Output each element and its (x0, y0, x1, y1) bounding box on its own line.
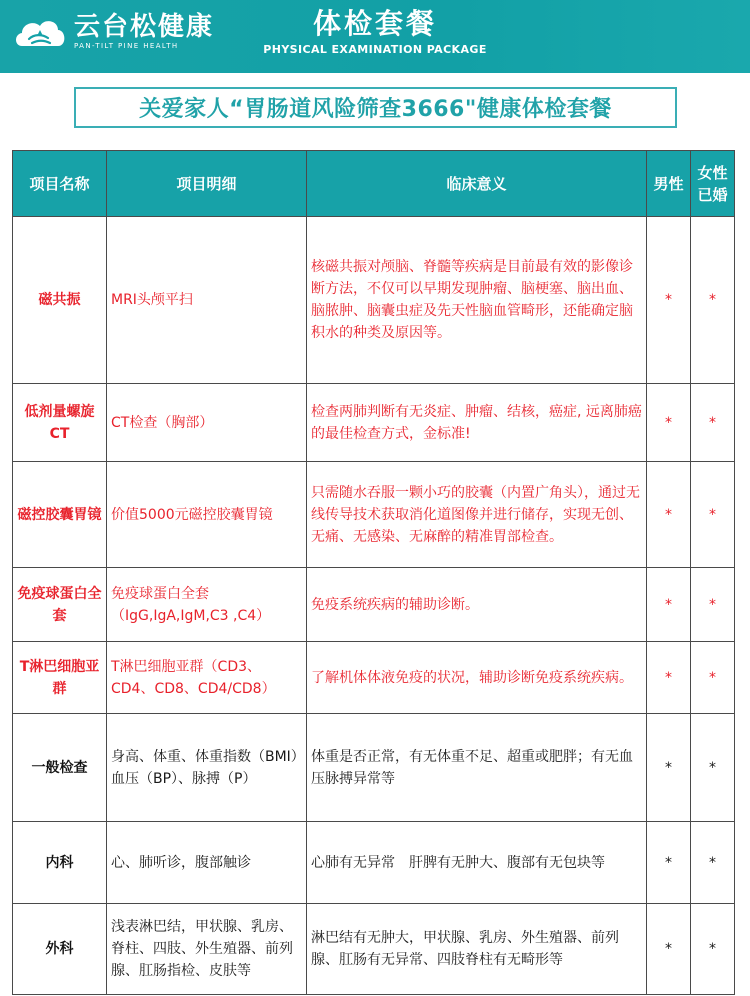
column-header-detail: 项目明细 (107, 151, 307, 217)
table-row (13, 568, 735, 642)
clinical-meaning-cell: 淋巴结有无肿大，甲状腺、乳房、外生殖器、前列腺、肛肠有无异常、四肢脊柱有无畸形等 (307, 904, 647, 995)
clinical-meaning-cell: 核磁共振对颅脑、脊髓等疾病是目前最有效的影像诊断方法，不仅可以早期发现肿瘤、脑梗塞、脑出血、脑脓肿、脑囊虫症及先天性脑血管畸形，还能确定脑积水的种类及原因等。 (307, 217, 647, 384)
table-header-row (13, 151, 735, 217)
female-mark-cell: * (691, 384, 735, 462)
male-mark-cell: * (647, 642, 691, 714)
item-detail-cell: CT检查（胸部） (107, 384, 307, 462)
title-chinese: 体检套餐 (312, 7, 437, 40)
page-header (0, 0, 750, 73)
female-mark-cell: * (691, 462, 735, 568)
table-row (13, 642, 735, 714)
male-mark-cell: * (647, 822, 691, 904)
item-detail-cell: 价值5000元磁控胶囊胃镜 (107, 462, 307, 568)
item-name-cell: 外科 (13, 904, 107, 995)
table-row (13, 217, 735, 384)
column-header-male: 男性 (647, 151, 691, 217)
column-header-female: 女性已婚 (691, 151, 735, 217)
title-english: PHYSICAL EXAMINATION PACKAGE (263, 43, 487, 56)
item-detail-cell: MRI头颅平扫 (107, 217, 307, 384)
male-mark-cell: * (647, 568, 691, 642)
item-name-cell: 免疫球蛋白全套 (13, 568, 107, 642)
clinical-meaning-cell: 了解机体体液免疫的状况，辅助诊断免疫系统疾病。 (307, 642, 647, 714)
male-mark-cell: * (647, 904, 691, 995)
female-mark-cell: * (691, 822, 735, 904)
item-name-cell: 磁共振 (13, 217, 107, 384)
female-mark-cell: * (691, 568, 735, 642)
item-detail-cell: 浅表淋巴结，甲状腺、乳房、脊柱、四肢、外生殖器、前列腺、肛肠指检、皮肤等 (107, 904, 307, 995)
brand-logo (12, 12, 214, 52)
clinical-meaning-cell: 心肺有无异常 肝脾有无肿大、腹部有无包块等 (307, 822, 647, 904)
female-mark-cell: * (691, 904, 735, 995)
item-detail-cell: 身高、体重、体重指数（BMI）血压（BP）、脉搏（P） (107, 714, 307, 822)
item-name-cell: 内科 (13, 822, 107, 904)
female-mark-cell: * (691, 217, 735, 384)
clinical-meaning-cell: 体重是否正常，有无体重不足、超重或肥胖；有无血压脉搏异常等 (307, 714, 647, 822)
clinical-meaning-cell: 检查两肺判断有无炎症、肿瘤、结核，癌症, 远离肺癌的最佳检查方式，金标准! (307, 384, 647, 462)
item-name-cell: 一般检查 (13, 714, 107, 822)
item-name-cell: 磁控胶囊胃镜 (13, 462, 107, 568)
male-mark-cell: * (647, 217, 691, 384)
table-row (13, 714, 735, 822)
item-name-cell: T淋巴细胞亚群 (13, 642, 107, 714)
clinical-meaning-cell: 只需随水吞服一颗小巧的胶囊（内置广角头），通过无线传导技术获取消化道图像并进行储存，实现无创、无痛、无感染、无麻醉的精准胃部检查。 (307, 462, 647, 568)
table-row (13, 462, 735, 568)
male-mark-cell: * (647, 462, 691, 568)
female-mark-cell: * (691, 642, 735, 714)
brand-name: 云台松健康 (74, 12, 215, 42)
package-banner: 关爱家人“胃肠道风险筛查3666"健康体检套餐 (74, 87, 677, 128)
cloud-logo-icon (12, 12, 68, 52)
column-header-name: 项目名称 (13, 151, 107, 217)
item-detail-cell: T淋巴细胞亚群（CD3、CD4、CD8、CD4/CD8） (107, 642, 307, 714)
page-title (250, 6, 500, 58)
item-detail-cell: 心、肺听诊，腹部触诊 (107, 822, 307, 904)
female-mark-cell: * (691, 714, 735, 822)
male-mark-cell: * (647, 714, 691, 822)
table-row (13, 384, 735, 462)
brand-english: PAN-TILT PINE HEALTH (74, 42, 179, 50)
package-table (12, 150, 735, 995)
male-mark-cell: * (647, 384, 691, 462)
item-detail-cell: 免疫球蛋白全套（IgG,IgA,IgM,C3 ,C4） (107, 568, 307, 642)
table-row (13, 904, 735, 995)
column-header-meaning: 临床意义 (307, 151, 647, 217)
clinical-meaning-cell: 免疫系统疾病的辅助诊断。 (307, 568, 647, 642)
table-row (13, 822, 735, 904)
item-name-cell: 低剂量螺旋CT (13, 384, 107, 462)
